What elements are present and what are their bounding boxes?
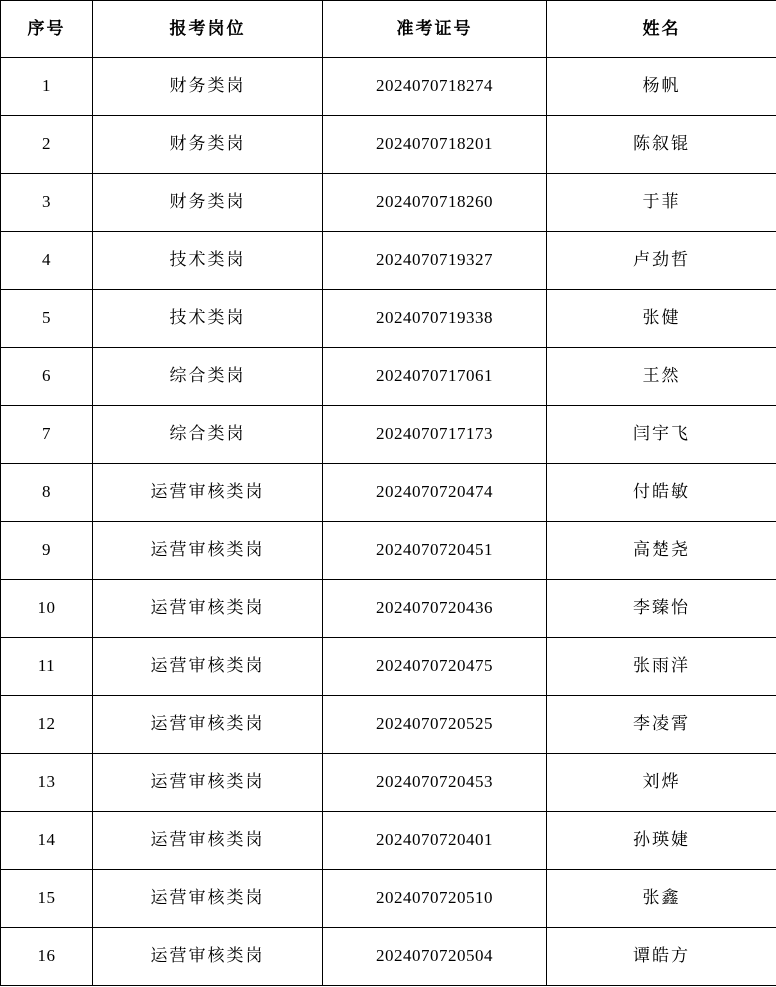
cell-name: 付皓敏	[547, 464, 776, 522]
table-row	[1, 638, 776, 696]
cell-name: 闫宇飞	[547, 406, 776, 464]
cell-name: 李臻怡	[547, 580, 776, 638]
column-header-index: 序号	[1, 1, 93, 58]
cell-index: 9	[1, 522, 93, 580]
column-header-ticket: 准考证号	[323, 1, 547, 58]
cell-index: 13	[1, 754, 93, 812]
cell-name: 高楚尧	[547, 522, 776, 580]
column-header-post: 报考岗位	[93, 1, 323, 58]
cell-index: 8	[1, 464, 93, 522]
table-row	[1, 232, 776, 290]
table-row	[1, 812, 776, 870]
cell-index: 11	[1, 638, 93, 696]
table-row	[1, 116, 776, 174]
cell-index: 4	[1, 232, 93, 290]
cell-post: 运营审核类岗	[93, 928, 323, 986]
cell-ticket: 2024070720401	[323, 812, 547, 870]
cell-post: 技术类岗	[93, 290, 323, 348]
cell-index: 10	[1, 580, 93, 638]
cell-name: 卢劲哲	[547, 232, 776, 290]
cell-post: 运营审核类岗	[93, 638, 323, 696]
cell-post: 运营审核类岗	[93, 812, 323, 870]
cell-post: 财务类岗	[93, 116, 323, 174]
cell-name: 刘烨	[547, 754, 776, 812]
cell-post: 运营审核类岗	[93, 870, 323, 928]
table-row	[1, 348, 776, 406]
cell-index: 6	[1, 348, 93, 406]
table-row	[1, 406, 776, 464]
cell-name: 杨帆	[547, 58, 776, 116]
cell-ticket: 2024070717061	[323, 348, 547, 406]
column-header-name: 姓名	[547, 1, 776, 58]
cell-ticket: 2024070720504	[323, 928, 547, 986]
table-row	[1, 928, 776, 986]
cell-post: 技术类岗	[93, 232, 323, 290]
cell-ticket: 2024070718201	[323, 116, 547, 174]
cell-index: 1	[1, 58, 93, 116]
cell-ticket: 2024070719338	[323, 290, 547, 348]
cell-ticket: 2024070720453	[323, 754, 547, 812]
table-row	[1, 174, 776, 232]
cell-index: 14	[1, 812, 93, 870]
cell-ticket: 2024070720510	[323, 870, 547, 928]
table-row	[1, 580, 776, 638]
cell-ticket: 2024070720436	[323, 580, 547, 638]
table-row	[1, 754, 776, 812]
cell-ticket: 2024070720474	[323, 464, 547, 522]
cell-post: 运营审核类岗	[93, 464, 323, 522]
table-row	[1, 464, 776, 522]
table-row	[1, 870, 776, 928]
cell-name: 张健	[547, 290, 776, 348]
cell-index: 3	[1, 174, 93, 232]
cell-name: 陈叙锟	[547, 116, 776, 174]
cell-post: 财务类岗	[93, 174, 323, 232]
table-body	[1, 58, 776, 986]
cell-post: 综合类岗	[93, 348, 323, 406]
cell-post: 综合类岗	[93, 406, 323, 464]
cell-name: 王然	[547, 348, 776, 406]
table-row	[1, 696, 776, 754]
table-header	[1, 1, 776, 58]
cell-ticket: 2024070720525	[323, 696, 547, 754]
cell-name: 谭皓方	[547, 928, 776, 986]
cell-index: 5	[1, 290, 93, 348]
cell-post: 运营审核类岗	[93, 696, 323, 754]
cell-index: 15	[1, 870, 93, 928]
cell-ticket: 2024070719327	[323, 232, 547, 290]
table-row	[1, 290, 776, 348]
table-row	[1, 58, 776, 116]
cell-post: 运营审核类岗	[93, 580, 323, 638]
cell-ticket: 2024070720475	[323, 638, 547, 696]
cell-name: 于菲	[547, 174, 776, 232]
cell-post: 运营审核类岗	[93, 522, 323, 580]
cell-index: 12	[1, 696, 93, 754]
cell-name: 孙瑛婕	[547, 812, 776, 870]
cell-ticket: 2024070717173	[323, 406, 547, 464]
cell-name: 李凌霄	[547, 696, 776, 754]
table-header-row	[1, 1, 776, 58]
cell-ticket: 2024070718274	[323, 58, 547, 116]
cell-name: 张雨洋	[547, 638, 776, 696]
cell-post: 财务类岗	[93, 58, 323, 116]
table-row	[1, 522, 776, 580]
cell-ticket: 2024070720451	[323, 522, 547, 580]
cell-index: 16	[1, 928, 93, 986]
cell-index: 7	[1, 406, 93, 464]
cell-index: 2	[1, 116, 93, 174]
cell-post: 运营审核类岗	[93, 754, 323, 812]
cell-name: 张鑫	[547, 870, 776, 928]
cell-ticket: 2024070718260	[323, 174, 547, 232]
